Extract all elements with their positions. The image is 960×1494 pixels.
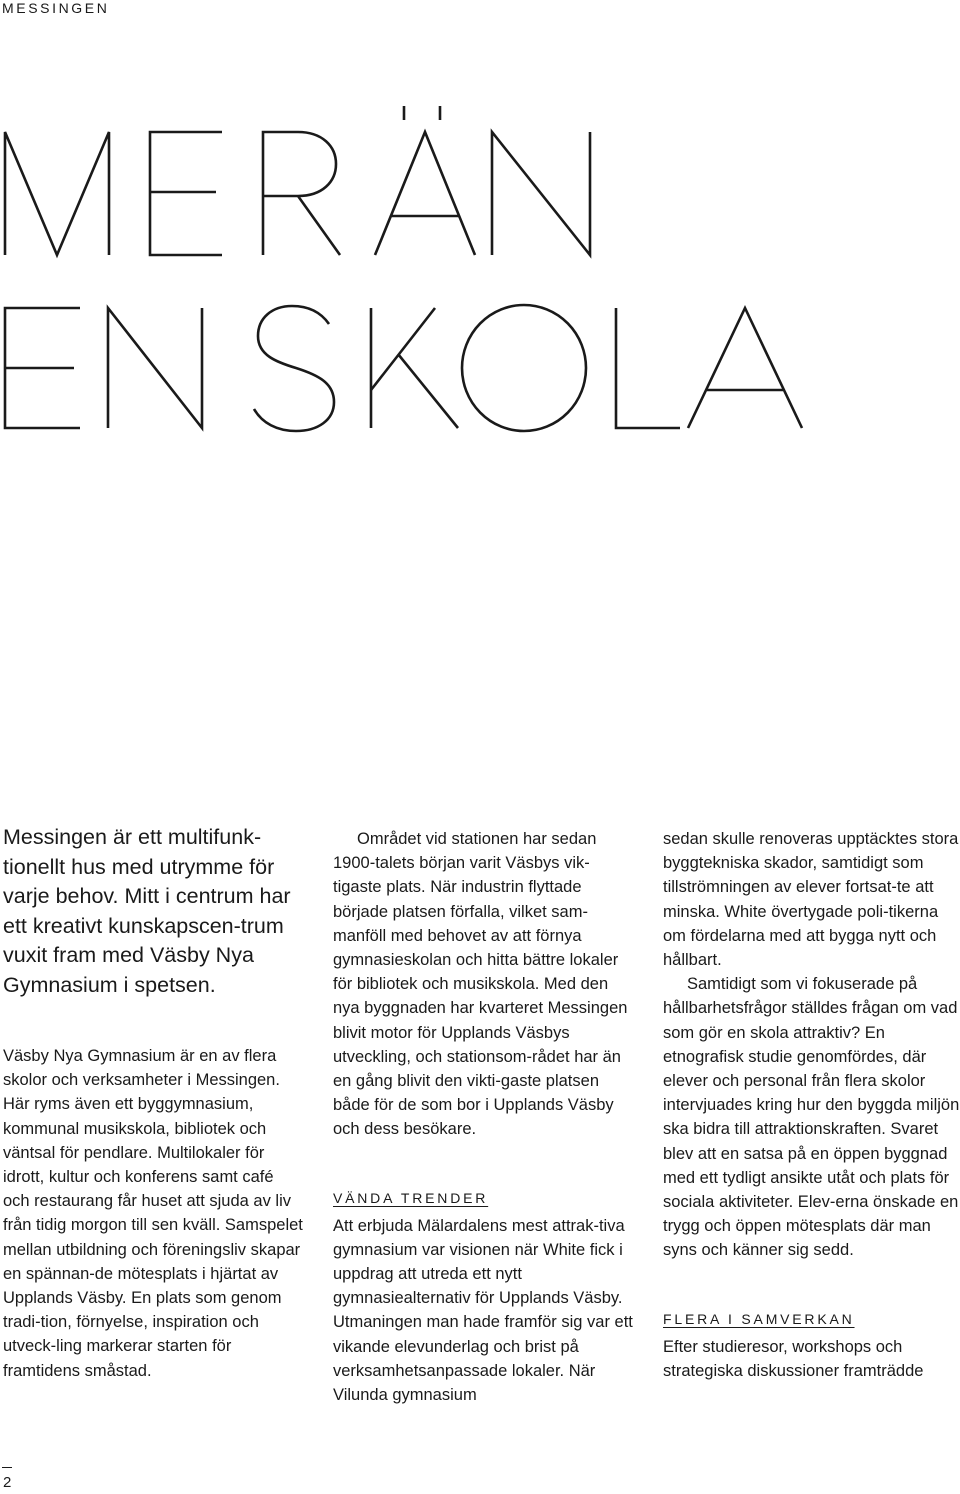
body-column-3 bbox=[663, 827, 960, 1383]
body-paragraph: Att erbjuda Mälardalens mest attrak-tiva gymnasium var visionen när White fick i uppdrag att utreda ett nytt gymnasiealternativ för Upplands Väsby. Utmaningen man hade framför sig var ett vikande elevunderlag och brist på verksamhetsanpassade lokaler. När Vilunda gymnasium bbox=[333, 1216, 633, 1405]
page-number: 2 bbox=[3, 1474, 12, 1491]
intro-paragraph: Messingen är ett multifunk-tionellt hus med utrymme för varje behov. Mitt i centrum har ett kreativt kunskapscen-trum vuxit fram med Väsby Nya Gymnasium i spetsen. bbox=[3, 825, 291, 997]
body-paragraph: Efter studieresor, workshops och strategiska diskussioner framträdde bbox=[663, 1337, 924, 1380]
section-label: MESSINGEN bbox=[2, 0, 110, 16]
body-paragraph: sedan skulle renoveras upptäcktes stora byggtekniska skador, samtidigt som tillströmningen av elever fortsat-te att minska. White övertygade poli-tikerna om fördelarna med att bygga nytt och hållbart. bbox=[663, 830, 959, 970]
body-paragraph: Området vid stationen har sedan 1900-talets början varit Väsbys vik-tigaste plats. När industrin flyttade började platsen förfalla, vilket sam-manföll med behovet av att förnya gymnasieskolan och hitta bättre lokaler för bibliotek och musikskola. Med den nya byggnaden har kvarteret Messingen blivit motor för Upplands Väsbys utveckling, och stationsom-rådet har än en gång blivit den vikti-gaste platsen både för de som bor i Upplands Väsby och dess besökare. bbox=[333, 830, 628, 1139]
page-number-rule bbox=[2, 1467, 12, 1468]
subheading-flera-i-samverkan: FLERA I SAMVERKAN bbox=[663, 1310, 855, 1327]
subheading-vanda-trender: VÄNDA TRENDER bbox=[333, 1189, 489, 1206]
headline-line-1 bbox=[5, 106, 590, 255]
body-column-1 bbox=[3, 1044, 303, 1383]
headline bbox=[0, 100, 860, 440]
body-paragraph: Väsby Nya Gymnasium är en av flera skolor och verksamheter i Messingen. Här ryms även ett byggymnasium, kommunal musikskola, bibliotek och väntsal för pendlare. Multilokaler för idrott, kultur och konferens samt café och restaurang får huset att sjuda av liv från tidig morgon till sen kväll. Samspelet mellan utbildning och föreningsliv skapar en spännan-de mötesplats i hjärtat av Upplands Väsby. En plats som genom tradi-tion, förnyelse, inspiration och utveck-ling markerar starten för framtidens småstad. bbox=[3, 1047, 303, 1380]
body-paragraph: Samtidigt som vi fokuserade på hållbarhetsfrågor ställdes frågan om vad som gör en skola attraktiv? En etnografisk studie genomfördes, där elever och personal från flera skolor intervjuades kring hur den byggda miljön ska bidra till attraktionskraften. Svaret blev att en satsa på en öppen byggnad med ett tydligt ansikte utåt och plats för sociala aktiviteter. Elev-erna önskade en trygg och öppen mötesplats där man syns och känner sig sedd. bbox=[663, 975, 960, 1260]
body-column-2 bbox=[333, 827, 633, 1407]
headline-line-2 bbox=[5, 305, 802, 431]
